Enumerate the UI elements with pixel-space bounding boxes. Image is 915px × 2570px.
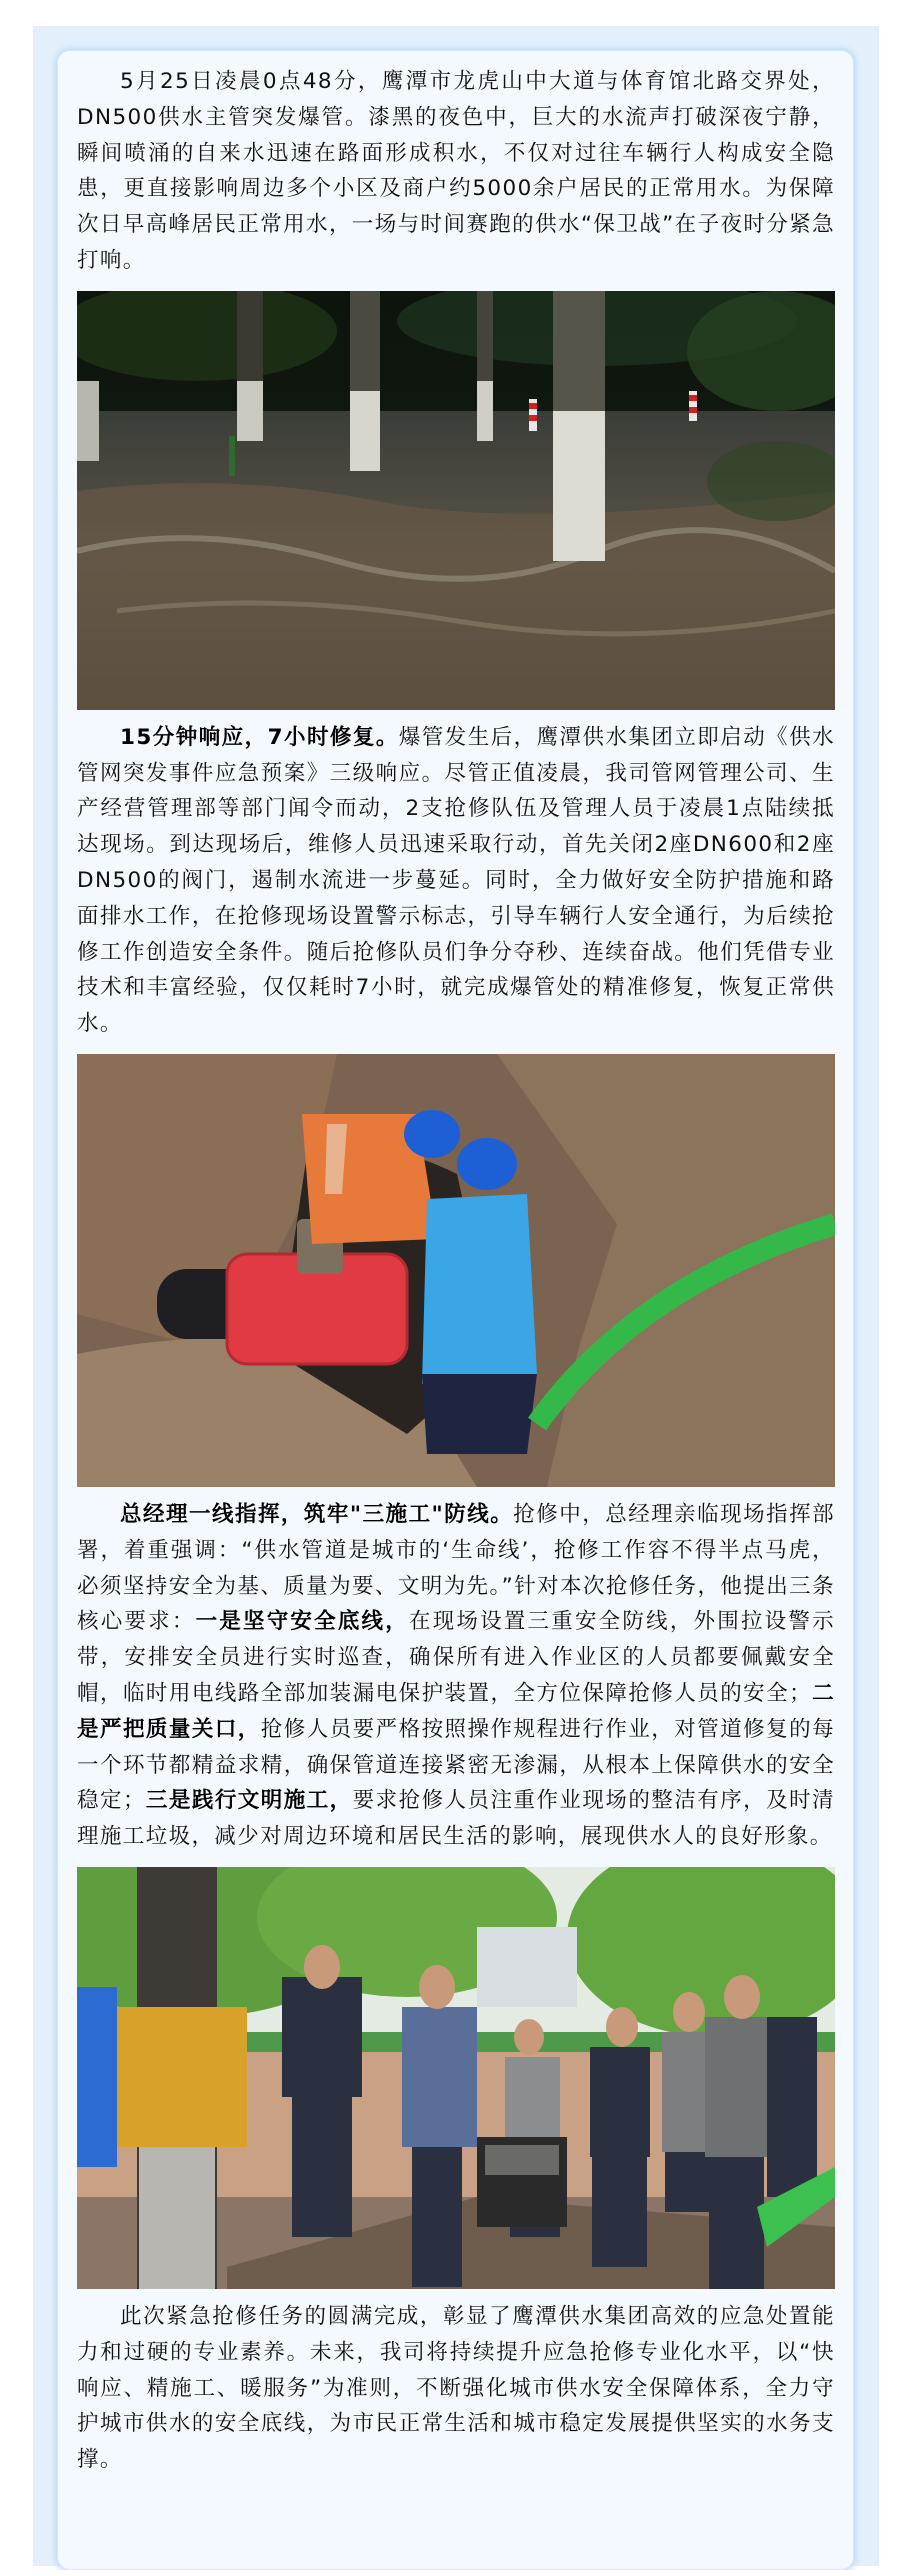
night-flooded-street-photo (77, 291, 835, 710)
paragraph-command (77, 1497, 835, 1855)
requirement-three: 三是践行文明施工， (145, 1788, 353, 1814)
outer-panel (33, 26, 879, 2566)
paragraph-heading: 总经理一线指挥，筑牢"三施工"防线。 (120, 1501, 514, 1527)
paragraph-heading: 15分钟响应，7小时修复。 (120, 724, 399, 750)
paragraph-text: 抢修人员要严格按照操作规程进行作业，对管道修复的每一个环节都精益求精，确保管道连接紧密无渗漏，从根本上保障供水的安全稳定； (77, 1716, 835, 1814)
paragraph-response (77, 720, 835, 1042)
paragraph-text: 要求抢修人员注重作业现场的整洁有序，及时清理施工垃圾，减少对周边环境和居民生活的影响，展现供水人的良好形象。 (77, 1788, 835, 1850)
paragraph-text: 爆管发生后，鹰潭供水集团立即启动《供水管网突发事件应急预案》三级响应。尽管正值凌晨，我司管网管理公司、生产经营管理部等部门闻令而动，2支抢修队伍及管理人员于凌晨1点陆续抵达现场。到达现场后，维修人员迅速采取行动，首先关闭2座DN600和2座DN500的阀门，遏制水流进一步蔓延。同时，全力做好安全防护措施和路面排水工作，在抢修现场设置警示标志，引导车辆行人安全通行，为后续抢修工作创造安全条件。随后抢修队员们争分夺秒、连续奋战。他们凭借专业技术和丰富经验，仅仅耗时7小时，就完成爆管处的精准修复，恢复正常供水。 (77, 724, 835, 1037)
paragraph-text: 在现场设置三重安全防线，外围拉设警示带，安排安全员进行实时巡查，确保所有进入作业区的人员都要佩戴安全帽，临时用电线路全部加装漏电保护装置，全方位保障抢修人员的安全； (77, 1609, 835, 1706)
paragraph-intro (77, 64, 835, 279)
article-card (57, 50, 854, 2570)
paragraph-text: 抢修中，总经理亲临现场指挥部署，着重强调：“供水管道是城市的‘生命线’，抢修工作容不得半点马虎，必须坚持安全为基、质量为要、文明为先。”针对本次抢修任务，他提出三条核心要求： (77, 1501, 836, 1635)
paragraph-text: 5月25日凌晨0点48分，鹰潭市龙虎山中大道与体育馆北路交界处，DN500供水主管突发爆管。漆黑的夜色中，巨大的水流声打破深夜宁静，瞬间喷涌的自来水迅速在路面形成积水，不仅对过往车辆行人构成安全隐患，更直接影响周边多个小区及商户约5000余户居民的正常用水。为保障次日早高峰居民正常用水，一场与时间赛跑的供水“保卫战”在子夜时分紧急打响。 (77, 69, 835, 273)
managers-on-site-photo (77, 1867, 835, 2289)
paragraph-text: 此次紧急抢修任务的圆满完成，彰显了鹰潭供水集团高效的应急处置能力和过硬的专业素养。未来，我司将持续提升应急抢修专业化水平，以“快响应、精施工、暖服务”为准则，不断强化城市供水安全保障体系，全力守护城市供水的安全底线，为市民正常生活和城市稳定发展提供坚实的水务支撑。 (77, 2303, 835, 2473)
requirement-one: 一是坚守安全底线， (195, 1609, 409, 1635)
pipe-repair-trench-photo (77, 1054, 835, 1487)
paragraph-conclusion (77, 2299, 835, 2478)
requirement-two: 二是严把质量关口， (77, 1680, 835, 1742)
